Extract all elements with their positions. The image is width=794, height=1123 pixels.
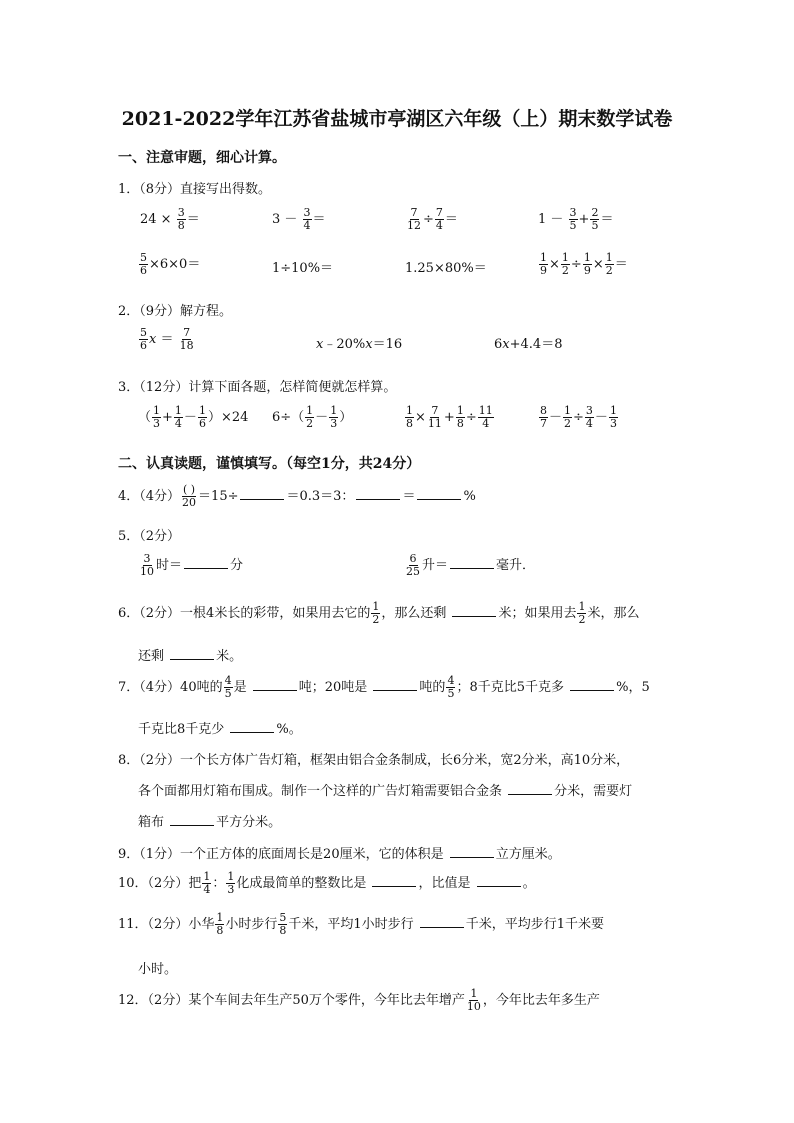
q6-line-1: 6．（2分）一根4米长的彩带，如果用去它的 $\frac{1}{2}$ ，那么还剩 米；如果用去 $\frac{1}{2}$ 米，那么 bbox=[118, 600, 640, 626]
q12-line-1: 12．（2分）某个车间去年生产50万个零件，今年比去年增产 $\frac{1}{10}$ ，今年比去年多生产 bbox=[118, 987, 600, 1013]
q2-heading: 2．（9分）解方程。 bbox=[118, 304, 233, 319]
q6-blank-1[interactable] bbox=[452, 604, 496, 617]
section-2-heading: 二、认真读题，谨慎填写。（每空1分，共24分） bbox=[118, 456, 421, 472]
q1-item-f: 1÷10%＝ bbox=[272, 261, 334, 276]
q5-part-1: $\frac{3}{10}$ 时＝ 分 bbox=[140, 552, 244, 578]
q1-item-e: $\frac{5}{6}$ ×6×0＝ bbox=[140, 251, 201, 277]
q10-blank-2[interactable] bbox=[477, 874, 521, 887]
q11-line-1: 11．（2分）小华 $\frac{1}{8}$ 小时步行 $\frac{5}{8}$ 千米，平均1小时步行 千米，平均步行1千米要 bbox=[118, 911, 605, 937]
section-1-heading: 一、注意审题，细心计算。 bbox=[118, 150, 286, 166]
q7-line-2: 千克比8千克少 %。 bbox=[138, 722, 302, 737]
q4-blank-2[interactable] bbox=[356, 487, 400, 500]
q1-heading: 1．（8分）直接写出得数。 bbox=[118, 182, 272, 197]
q11-blank-1[interactable] bbox=[420, 915, 464, 928]
q3-expression-2: 6÷（ $\frac{1}{2}$ － $\frac{1}{3}$ ） bbox=[272, 404, 353, 430]
q5-part-2: $\frac{6}{25}$ 升＝ 毫升． bbox=[406, 552, 536, 578]
q1-item-b: 3 － $\frac{3}{4}$ ＝ bbox=[272, 206, 326, 232]
q1-item-c: $\frac{7}{12}$ ÷ $\frac{7}{4}$ ＝ bbox=[407, 206, 458, 232]
q11-line-2: 小时。 bbox=[138, 962, 178, 977]
q7-line-1: 7．（4分）40吨的 $\frac{4}{5}$ 是 吨；20吨是 吨的 $\frac{4}{5}$ ；8千克比5千克多 %，5 bbox=[118, 674, 650, 700]
q1-item-h: $\frac{1}{9}$ × $\frac{1}{2}$ ÷ $\frac{1}{9}$ × $\frac{1}{2}$ ＝ bbox=[540, 251, 628, 277]
q8-line-3: 箱布 平方分米。 bbox=[138, 815, 282, 830]
q8-blank-2[interactable] bbox=[170, 813, 214, 826]
q7-blank-1[interactable] bbox=[253, 678, 297, 691]
q4-blank-3[interactable] bbox=[417, 487, 461, 500]
q5-blank-2[interactable] bbox=[450, 556, 494, 569]
q3-heading: 3．（12分）计算下面各题，怎样简便就怎样算。 bbox=[118, 380, 397, 395]
q4-blank-1[interactable] bbox=[240, 487, 284, 500]
q6-blank-2[interactable] bbox=[170, 647, 214, 660]
q7-blank-2[interactable] bbox=[373, 678, 417, 691]
q2-equation-1: $\frac{5}{6}$ x ＝ $\frac{7}{18}$ bbox=[140, 326, 194, 352]
q5-heading: 5．（2分） bbox=[118, 529, 181, 544]
q3-expression-4: $\frac{8}{7}$ － $\frac{1}{2}$ ÷ $\frac{3}{4}$ － $\frac{1}{3}$ bbox=[540, 404, 617, 430]
q8-line-1: 8．（2分）一个长方体广告灯箱，框架由铝合金条制成，长6分米，宽2分米，高10分米， bbox=[118, 753, 630, 768]
q1-item-d: 1 － $\frac{3}{5}$ + $\frac{2}{5}$ ＝ bbox=[538, 206, 614, 232]
q9-blank-1[interactable] bbox=[450, 845, 494, 858]
q5-blank-1[interactable] bbox=[184, 556, 228, 569]
q1-item-a: 24 × $\frac{3}{8}$ ＝ bbox=[140, 206, 200, 232]
q6-line-2: 还剩 米。 bbox=[138, 649, 243, 664]
q8-line-2: 各个面都用灯箱布围成。制作一个这样的广告灯箱需要铝合金条 分米，需要灯 bbox=[138, 784, 633, 799]
q4: 4．（4分） $\frac{( )}{20}$ ＝15÷ ＝0.3＝3： ＝ % bbox=[118, 483, 476, 509]
q2-equation-2: x﹣20%x＝16 bbox=[316, 337, 403, 352]
q9: 9．（1分）一个正方体的底面周长是20厘米，它的体积是 立方厘米。 bbox=[118, 847, 561, 862]
q10: 10．（2分）把 $\frac{1}{4}$ ： $\frac{1}{3}$ 化成最简单的整数比是 ，比值是 。 bbox=[118, 870, 536, 896]
q10-blank-1[interactable] bbox=[372, 874, 416, 887]
page-title: 2021-2022学年江苏省盐城市亭湖区六年级（上）期末数学试卷 bbox=[121, 108, 673, 130]
q7-blank-4[interactable] bbox=[230, 720, 274, 733]
q7-blank-3[interactable] bbox=[570, 678, 614, 691]
q8-blank-1[interactable] bbox=[508, 782, 552, 795]
q1-item-g: 1.25×80%＝ bbox=[405, 261, 487, 276]
q3-expression-3: $\frac{1}{8}$ × $\frac{7}{11}$ + $\frac{1}{8}$ ÷ $\frac{11}{4}$ bbox=[406, 404, 493, 430]
q3-expression-1: （ $\frac{1}{3}$ + $\frac{1}{4}$ － $\frac{1}{6}$ ）×24 bbox=[138, 404, 249, 430]
q2-equation-3: 6x+4.4＝8 bbox=[494, 337, 563, 352]
